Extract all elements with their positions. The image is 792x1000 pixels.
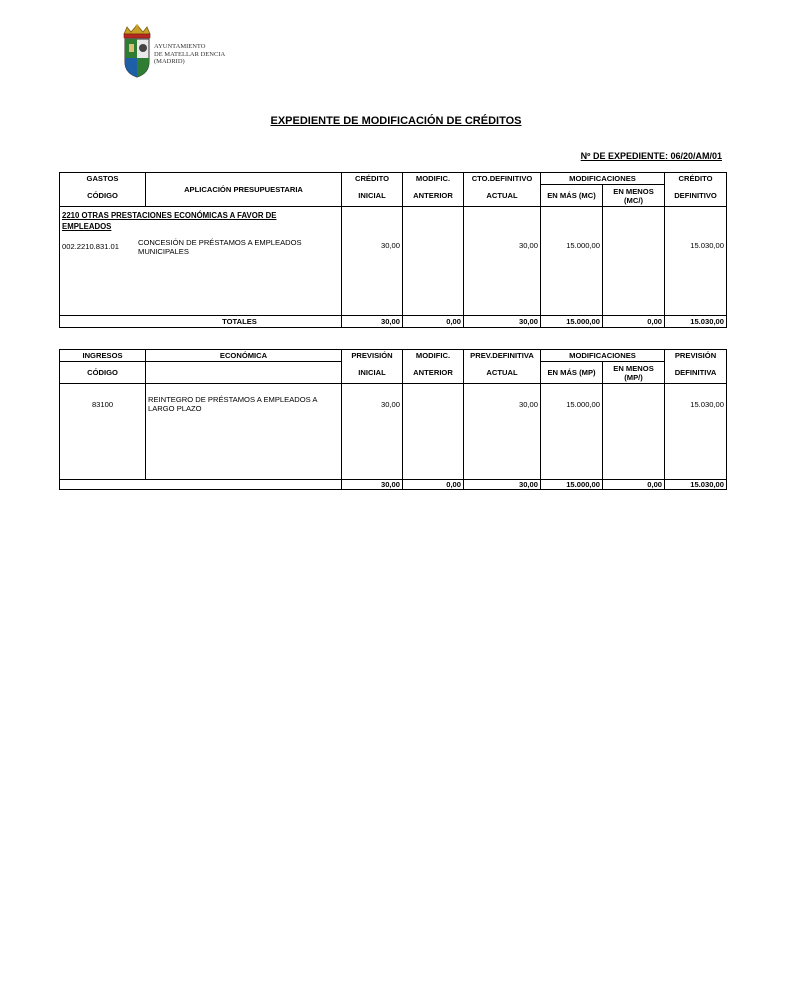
- row-inicial: 30,00: [342, 207, 403, 316]
- en-menos-unit: (MC/): [624, 195, 643, 205]
- gastos-table: [59, 172, 727, 328]
- definitiva-header: DEFINITIVA: [665, 362, 727, 384]
- row-anterior: [403, 207, 464, 316]
- modificaciones-header: MODIFICACIONES: [541, 173, 665, 185]
- prevision-header: PREVISIÓN: [342, 350, 403, 362]
- economica-header: ECONÓMICA: [146, 350, 342, 362]
- logo-line-2: DE MATELLAR DENCIA: [154, 50, 226, 58]
- row-en-menos: [603, 207, 665, 316]
- en-menos-label: EN MENOS: [613, 363, 654, 373]
- gastos-header: GASTOS: [60, 173, 146, 185]
- logo-line-1: AYUNTAMIENTO: [154, 43, 206, 50]
- modific-header: MODIFIC.: [403, 350, 464, 362]
- actual-header: ACTUAL: [464, 185, 541, 207]
- gastos-body-left: [60, 207, 342, 316]
- inicial-header: INICIAL: [342, 185, 403, 207]
- totals-definitiva: 15.030,00: [665, 480, 727, 490]
- totals-en-menos: 0,00: [603, 316, 665, 328]
- cto-definitivo-header: CTO.DEFINITIVO: [464, 173, 541, 185]
- en-menos-label: EN MENOS: [613, 186, 654, 196]
- totals-label: TOTALES: [60, 316, 342, 328]
- codigo-header: CÓDIGO: [60, 362, 146, 384]
- totals-actual: 30,00: [464, 316, 541, 328]
- ingresos-header: INGRESOS: [60, 350, 146, 362]
- aplicacion-header: APLICACIÓN PRESUPUESTARIA: [146, 173, 342, 207]
- coat-of-arms-icon: [120, 24, 154, 80]
- totals-inicial: 30,00: [342, 480, 403, 490]
- anterior-header: ANTERIOR: [403, 185, 464, 207]
- inicial-header: INICIAL: [342, 362, 403, 384]
- totals-en-mas: 15.000,00: [541, 480, 603, 490]
- economica-blank: [146, 362, 342, 384]
- modific-header: MODIFIC.: [403, 173, 464, 185]
- totals-en-mas: 15.000,00: [541, 316, 603, 328]
- row-en-menos: [603, 384, 665, 480]
- actual-header: ACTUAL: [464, 362, 541, 384]
- row-anterior: [403, 384, 464, 480]
- en-mas-header: EN MÁS (MC): [541, 185, 603, 207]
- row-actual: 30,00: [464, 207, 541, 316]
- totals-actual: 30,00: [464, 480, 541, 490]
- prev-definitiva-header: PREV.DEFINITIVA: [464, 350, 541, 362]
- totals-anterior: 0,00: [403, 480, 464, 490]
- totals-label-blank: [60, 480, 342, 490]
- totals-anterior: 0,00: [403, 316, 464, 328]
- totals-inicial: 30,00: [342, 316, 403, 328]
- row-definitiva: 15.030,00: [665, 384, 727, 480]
- en-mas-header: EN MÁS (MP): [541, 362, 603, 384]
- en-menos-header: [603, 362, 665, 384]
- row-en-mas: 15.000,00: [541, 384, 603, 480]
- prevision-definitiva-header: PREVISIÓN: [665, 350, 727, 362]
- row-en-mas: 15.000,00: [541, 207, 603, 316]
- row-descripcion: REINTEGRO DE PRÉSTAMOS A EMPLEADOS A LARGO PLAZO: [146, 384, 342, 480]
- en-menos-header: [603, 185, 665, 207]
- document-title: EXPEDIENTE DE MODIFICACIÓN DE CRÉDITOS: [270, 115, 522, 127]
- credito-header: CRÉDITO: [342, 173, 403, 185]
- definitivo-header: DEFINITIVO: [665, 185, 727, 207]
- row-codigo: 002.2210.831.01: [62, 242, 120, 251]
- modificaciones-header: MODIFICACIONES: [541, 350, 665, 362]
- row-codigo: 83100: [60, 384, 146, 480]
- credito-definitivo-header: CRÉDITO: [665, 173, 727, 185]
- expediente-number: Nº DE EXPEDIENTE: 06/20/AM/01: [580, 151, 722, 161]
- en-menos-unit: (MP/): [624, 372, 643, 382]
- row-definitivo: 15.030,00: [665, 207, 727, 316]
- logo-text: [154, 43, 225, 66]
- section-title: 2210 OTRAS PRESTACIONES ECONÓMICAS A FAVOR DE EMPLEADOS: [62, 211, 277, 231]
- municipal-logo: [120, 24, 230, 80]
- row-descripcion: CONCESIÓN DE PRÉSTAMOS A EMPLEADOS MUNICIPALES: [138, 238, 302, 256]
- codigo-header: CÓDIGO: [60, 185, 146, 207]
- row-inicial: 30,00: [342, 384, 403, 480]
- totals-definitivo: 15.030,00: [665, 316, 727, 328]
- row-actual: 30,00: [464, 384, 541, 480]
- totals-en-menos: 0,00: [603, 480, 665, 490]
- anterior-header: ANTERIOR: [403, 362, 464, 384]
- logo-line-3: (MADRID): [154, 58, 185, 65]
- ingresos-table: [59, 349, 727, 490]
